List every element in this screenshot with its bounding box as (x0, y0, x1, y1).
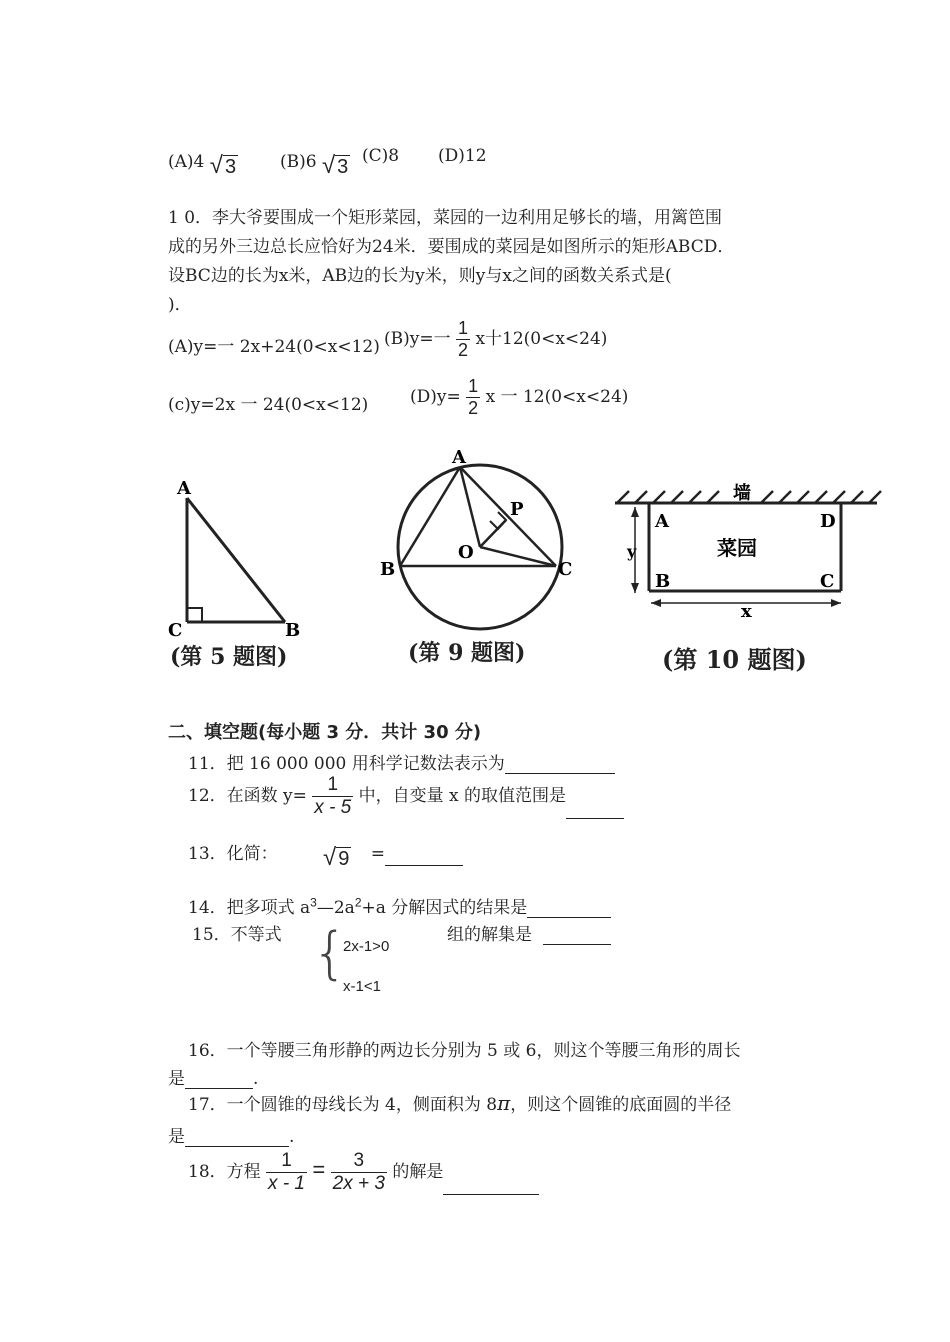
q17-pi: π (497, 1091, 511, 1115)
q13-radicand: 9 (338, 848, 350, 870)
fig10-label-c: C (820, 571, 835, 592)
q13: 13．化简： √ 9 = (188, 838, 463, 866)
q18-right-numerator: 3 (353, 1150, 365, 1171)
q14-answer-blank[interactable] (527, 901, 611, 918)
fig10-caption: (第 10 题图) (662, 645, 807, 674)
fig5-right-angle-mark (187, 608, 202, 622)
fig9-side-ac (460, 467, 556, 566)
fig5-caption: (第 5 题图) (170, 644, 288, 670)
q9-option-d: (D)12 (438, 146, 487, 166)
fig10-garden-label: 菜园 (717, 536, 757, 560)
fig5-label-c: C (168, 620, 183, 641)
q10-line3: 设BC边的长为x米，AB边的长为y米，则y与x之间的函数关系式是( (168, 266, 672, 286)
fig9-label-b: B (380, 559, 396, 580)
fig5-side-ab (187, 498, 285, 622)
q9-option-a: (A)4 √ 3 (168, 152, 237, 179)
fig9-label-o: O (458, 542, 474, 563)
q11: 11．把 16 000 000 用科学记数法表示为 (188, 749, 615, 774)
q18-left-numerator: 1 (281, 1150, 292, 1171)
q15-prefix: 15．不等式 (192, 925, 282, 945)
q14: 14．把多项式 $a^3—2a^2+a$ 分解因式的结果是 (188, 893, 611, 918)
q18: 18．方程 $\frac{1}{x - 1}$ = $\frac{3}{2x + 3}$ 的解是 (188, 1150, 539, 1195)
q16-line2: 是 . (168, 1069, 259, 1089)
fig9-label-c: C (558, 559, 573, 580)
q12-answer-blank[interactable] (566, 802, 624, 819)
q9-options (168, 146, 238, 179)
q9-option-b-radicand: 3 (337, 156, 349, 178)
q10-b-numerator: 1 (458, 318, 469, 338)
q15-answer-blank[interactable] (543, 928, 611, 945)
q10-d-numerator: 1 (468, 376, 479, 396)
q15-inequality-2: x-1<1 (343, 978, 381, 995)
fig10-label-y: y (627, 542, 637, 561)
q17-answer-blank[interactable] (185, 1130, 289, 1147)
q15-suffix: 组的解集是 (447, 920, 611, 945)
q11-answer-blank[interactable] (505, 757, 615, 774)
section-2-title: 二、填空题(每小题 3 分．共计 30 分) (168, 722, 482, 743)
q10-line2: 成的另外三边总长应恰好为24米．要围成的菜园是如图所示的矩形ABCD． (168, 237, 735, 257)
fig10-wall-label: 墙 (733, 483, 751, 504)
fig10-x-arrow-left (651, 599, 661, 607)
q17-line1: 17．一个圆锥的母线长为 4，侧面积为 8π，则这个圆锥的底面圆的半径 (188, 1091, 732, 1115)
q10-b-denominator: 2 (458, 340, 469, 360)
q12-numerator: 1 (327, 774, 339, 795)
fig10-y-arrow-bottom (631, 583, 639, 593)
q9-option-b: (B)6 √ 3 (280, 152, 349, 179)
q10-line1: 1 0．李大爷要围成一个矩形菜园，菜园的一边利用足够长的墙，用篱笆围 (168, 208, 723, 228)
fig9-caption: (第 9 题图) (408, 640, 526, 666)
fig9-label-a: A (452, 447, 466, 468)
figure-9 (370, 445, 590, 635)
fig5-label-a: A (177, 478, 191, 499)
q9-option-a-radicand: 3 (224, 156, 237, 178)
q13-answer-blank[interactable] (385, 849, 463, 866)
q10-d-denominator: 2 (468, 398, 479, 418)
q10-option-c: (c)y=2x 一 24(0<x<12) (168, 395, 369, 415)
fig9-right-angle-mark (490, 512, 506, 529)
fig10-label-b: B (655, 571, 671, 592)
q18-answer-blank[interactable] (443, 1178, 539, 1195)
q16-line1: 16．一个等腰三角形静的两边长分别为 5 或 6，则这个等腰三角形的周长 (188, 1041, 741, 1061)
q9-option-c: (C)8 (362, 146, 400, 166)
fig9-label-p: P (510, 499, 524, 520)
q18-left-denominator: x - 1 (268, 1173, 305, 1194)
fig9-segment-oc (480, 547, 556, 566)
fig10-label-a: A (655, 511, 669, 532)
q17-line2: 是 . (168, 1127, 295, 1147)
q10-option-b: (B)y=一 $\frac{1}{2}$ x十12(0<x<24) (384, 318, 608, 360)
fig10-label-d: D (820, 511, 836, 532)
q18-right-denominator: 2x + 3 (332, 1173, 385, 1194)
fig5-label-b: B (285, 620, 301, 641)
q16-answer-blank[interactable] (185, 1072, 253, 1089)
q12-denominator: x - 5 (314, 797, 352, 818)
q15-brace: { (312, 921, 348, 986)
q12: 12．在函数 y= $\frac{1}{x - 5}$ 中，自变量 x 的取值范围是 (188, 774, 624, 819)
q10-line4: )． (168, 295, 192, 315)
q10-option-a: (A)y=一 2x+24(0<x<12) (168, 337, 380, 357)
q10-option-d: (D)y= $\frac{1}{2}$ x 一 12(0<x<24) (410, 376, 629, 418)
figure-10 (605, 475, 890, 625)
q15-inequality-1: 2x-1>0 (343, 938, 390, 955)
fig10-label-x: x (741, 601, 752, 622)
fig10-y-arrow-top (631, 507, 639, 517)
fig10-x-arrow-right (831, 599, 841, 607)
